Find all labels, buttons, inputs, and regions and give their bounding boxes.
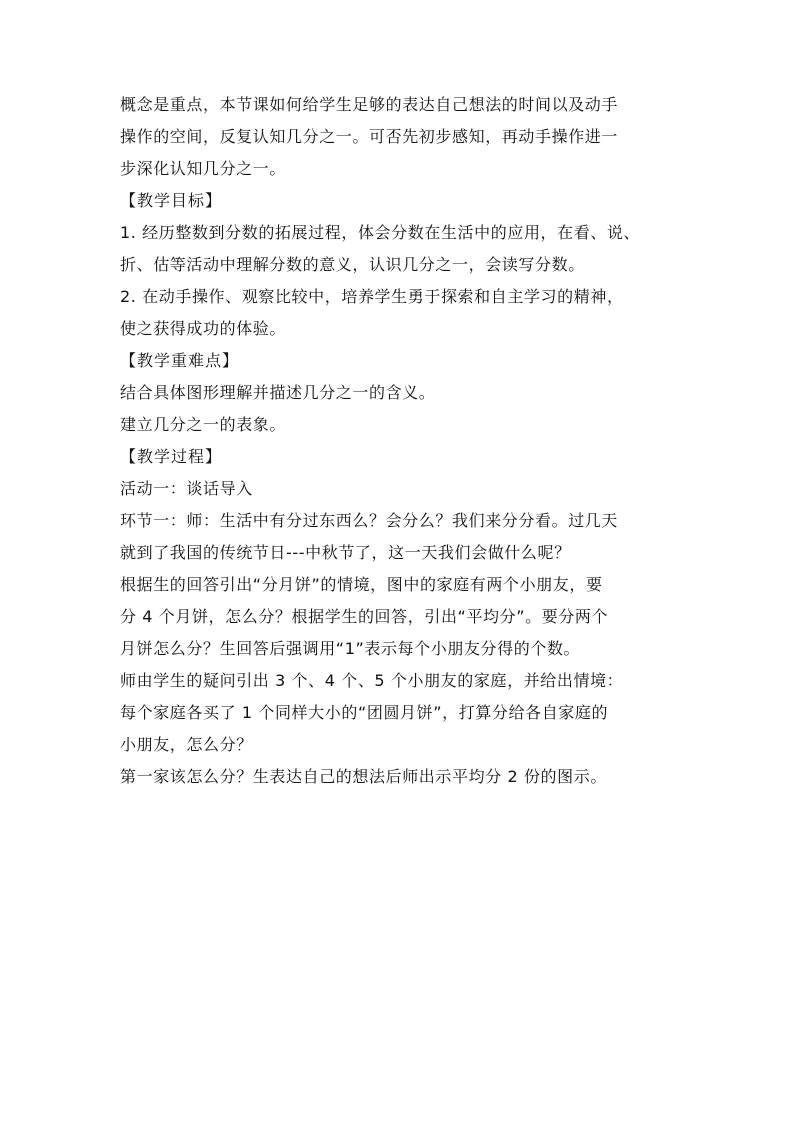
- activity-title: 活动一：谈话导入: [120, 479, 253, 498]
- objective-item-1-cont: 折、估等活动中理解分数的意义，认识几分之一，会读写分数。: [120, 255, 585, 274]
- objective-item-2-cont: 使之获得成功的体验。: [120, 319, 287, 338]
- paragraph-line: 第一家该怎么分？生表达自己的想法后师出示平均分 2 份的图示。: [120, 767, 607, 786]
- document-body: [120, 95, 680, 799]
- paragraph-line: 就到了我国的传统节日---中秋节了，这一天我们会做什么呢？: [120, 543, 571, 562]
- paragraph-line: 步深化认知几分之一。: [120, 159, 287, 178]
- paragraph-line: 根据生的回答引出“分月饼”的情境，图中的家庭有两个小朋友，要: [120, 575, 603, 594]
- paragraph-line: 月饼怎么分？生回答后强调用“1”表示每个小朋友分得的个数。: [120, 639, 581, 658]
- paragraph-line: 分 4 个月饼，怎么分？根据学生的回答，引出“平均分”。要分两个: [120, 607, 609, 626]
- key-point-2: 建立几分之一的表象。: [120, 415, 287, 434]
- paragraph-line: 环节一：师：生活中有分过东西么？会分么？我们来分分看。过几天: [120, 511, 619, 530]
- objective-item-2: 2. 在动手操作、观察比较中，培养学生勇于探索和自主学习的精神，: [120, 287, 624, 306]
- paragraph-line: 概念是重点，本节课如何给学生足够的表达自己想法的时间以及动手: [120, 95, 619, 114]
- paragraph-line: 每个家庭各买了 1 个同样大小的“团圆月饼”，打算分给各自家庭的: [120, 703, 609, 722]
- section-heading-objectives: 【教学目标】: [120, 191, 223, 210]
- paragraph-line: 小朋友，怎么分？: [120, 735, 253, 754]
- section-heading-process: 【教学过程】: [120, 447, 223, 466]
- paragraph-line: 操作的空间，反复认知几分之一。可否先初步感知，再动手操作进一: [120, 127, 619, 146]
- paragraph-line: 师由学生的疑问引出 3 个、4 个、5 个小朋友的家庭，并给出情境：: [120, 671, 624, 690]
- section-heading-key-points: 【教学重难点】: [120, 351, 240, 370]
- objective-item-1: 1. 经历整数到分数的拓展过程，体会分数在生活中的应用，在看、说、: [120, 223, 641, 242]
- key-point-1: 结合具体图形理解并描述几分之一的含义。: [120, 383, 436, 402]
